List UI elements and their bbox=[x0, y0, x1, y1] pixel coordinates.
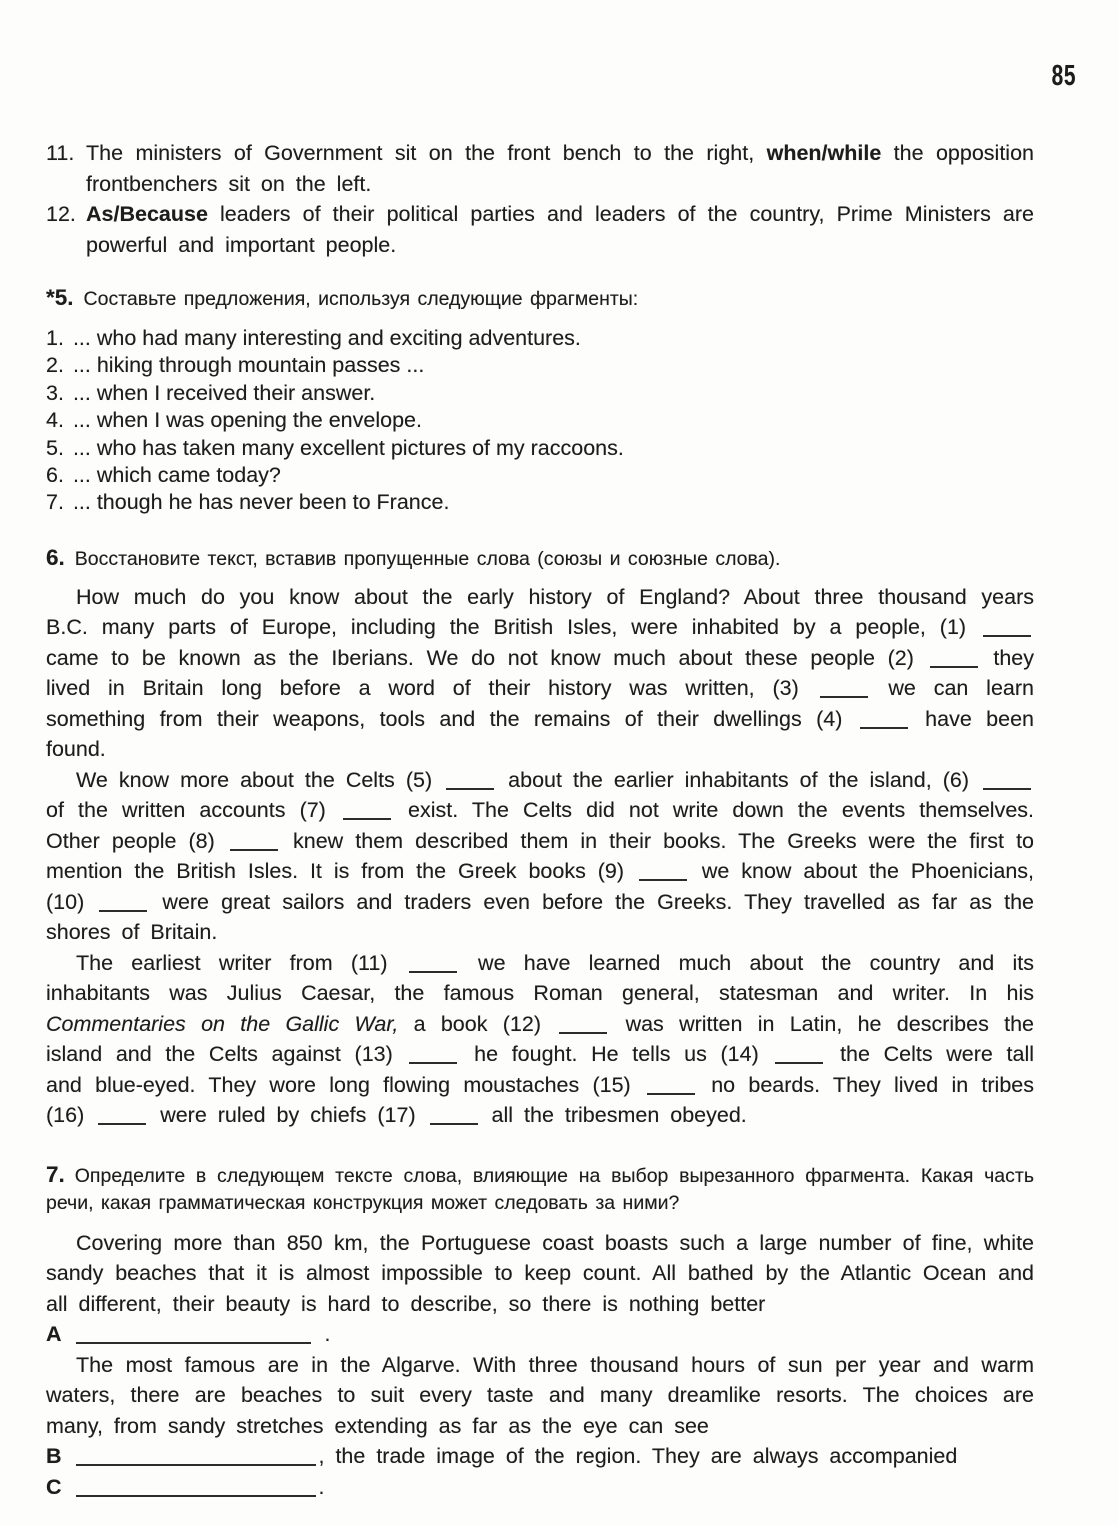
item-number: 12. bbox=[46, 202, 76, 226]
bold-text-run: when/while bbox=[766, 141, 882, 165]
exercise-6-number: 6. bbox=[46, 544, 65, 570]
exercise-7-paragraph-1 bbox=[46, 1228, 1034, 1350]
blank-line bbox=[930, 662, 978, 668]
fragment-item-3 bbox=[46, 380, 1034, 407]
exercise4-remaining-items bbox=[46, 138, 1034, 260]
text-run: we can learn something from their weapons, tools and the remains of their dwellings (4) bbox=[46, 676, 1034, 731]
exercise-5-number: *5. bbox=[46, 285, 74, 310]
exercise-6-paragraph-1 bbox=[46, 582, 1034, 765]
exercise-6-instruction: Восстановите текст, вставив пропущенные слова (союзы и союзные слова). bbox=[74, 547, 781, 570]
exercise-7-instruction: Определите в следующем тексте слова, влияющие на выбор вырезанного фрагмента. Какая часть речи, какая грамматическая конструкция может следовать за ними? bbox=[46, 1164, 1034, 1214]
blank-line bbox=[983, 784, 1031, 790]
text-run: We know more about the Celts (5) bbox=[76, 767, 444, 792]
list-item-11 bbox=[46, 138, 1034, 199]
text-run: the opposition frontbenchers sit on the left. bbox=[86, 141, 1034, 196]
fragment-number: 4. bbox=[46, 408, 64, 433]
blank-line bbox=[430, 1119, 478, 1125]
fragment-text: ... when I received their answer. bbox=[72, 380, 376, 405]
text-run: he fought. He tells us (14) bbox=[460, 1042, 773, 1067]
text-run: we have learned much about the country and its inhabitants was Julius Caesar, the famous Roman general, statesman and writer. In his bbox=[46, 950, 1034, 1006]
fragment-item-1 bbox=[46, 325, 1034, 352]
text-run: they lived in Britain long before a word of their history was written, (3) bbox=[46, 645, 1034, 701]
text-run: were ruled by chiefs (17) bbox=[149, 1103, 427, 1128]
blank-line bbox=[446, 784, 494, 790]
exercise-7-paragraph-2 bbox=[46, 1350, 1034, 1503]
blank-line bbox=[647, 1089, 695, 1095]
text-run: came to be known as the Iberians. We do not know much about these people (2) bbox=[46, 645, 927, 670]
fragment-number: 5. bbox=[46, 435, 64, 460]
fragment-item-7 bbox=[46, 489, 1034, 516]
text-run bbox=[62, 1322, 73, 1346]
bold-text-run: B bbox=[46, 1444, 62, 1469]
exercise-5-instruction: Составьте предложения, используя следующие фрагменты: bbox=[83, 288, 639, 310]
fragment-number: 6. bbox=[46, 463, 64, 488]
text-run: The ministers of Government sit on the front bench to the right, bbox=[86, 141, 767, 165]
fragment-number: 2. bbox=[46, 353, 64, 378]
text-run: , the trade image of the region. They are always accompanied bbox=[318, 1444, 958, 1469]
exercise-6-header bbox=[46, 544, 1034, 573]
text-run: How much do you know about the early history of England? About three thousand years B.C. many parts of Europe, including the British Isles, were inhabited by a people, (1) bbox=[46, 584, 1034, 640]
fragment-item-6 bbox=[46, 462, 1034, 489]
fragment-text: ... though he has never been to France. bbox=[72, 490, 450, 515]
blank-line bbox=[98, 1119, 146, 1125]
blank-line bbox=[76, 1491, 316, 1497]
text-run: The most famous are in the Algarve. With three thousand hours of sun per year and warm waters, there are beaches to suit every taste and many dreamlike resorts. The choices are many, from sandy stretches extending as far as the eye can see bbox=[46, 1352, 1034, 1438]
text-run: knew them described them in their books. The Greeks were the first to mention the British Isles. It is from the Greek books (9) bbox=[46, 828, 1035, 884]
text-run: no beards. They lived in tribes (16) bbox=[46, 1072, 1034, 1128]
fragment-number: 1. bbox=[46, 326, 64, 350]
fragment-text: ... when I was opening the envelope. bbox=[72, 408, 422, 433]
text-run: . bbox=[313, 1322, 331, 1347]
exercise-7-header bbox=[46, 1161, 1034, 1217]
exercise-7-number: 7. bbox=[46, 1161, 65, 1187]
text-run: leaders of their political parties and leaders of the country, Prime Ministers are powerful and important people. bbox=[86, 202, 1034, 257]
blank-line bbox=[639, 875, 687, 881]
item-text bbox=[86, 138, 1034, 199]
list-item-12 bbox=[46, 199, 1034, 260]
bold-text-run: C bbox=[46, 1474, 62, 1499]
fragment-number: 7. bbox=[46, 490, 64, 515]
fragment-number: 3. bbox=[46, 380, 64, 405]
fragment-item-4 bbox=[46, 407, 1034, 434]
text-run: The earliest writer from (11) bbox=[76, 950, 406, 975]
text-run: a book (12) bbox=[398, 1011, 557, 1036]
fragment-text: ... hiking through mountain passes ... bbox=[72, 353, 425, 378]
blank-line bbox=[559, 1028, 607, 1034]
text-run: all the tribesmen obeyed. bbox=[480, 1103, 747, 1128]
blank-line bbox=[820, 692, 868, 698]
page-content bbox=[46, 138, 1034, 1502]
item-text bbox=[86, 199, 1034, 260]
blank-line bbox=[409, 1058, 457, 1064]
fragment-item-2 bbox=[46, 352, 1034, 379]
text-run: we know about the Phoenicians, (10) bbox=[46, 859, 1034, 914]
fragment-text: ... who has taken many excellent pictures of my raccoons. bbox=[72, 435, 624, 460]
text-run: of the written accounts (7) bbox=[46, 798, 340, 823]
blank-line bbox=[409, 967, 457, 973]
fragment-item-5 bbox=[46, 435, 1034, 462]
bold-text-run: A bbox=[46, 1322, 62, 1347]
text-run: have been found. bbox=[46, 706, 1034, 762]
exercise-6-paragraph-3 bbox=[46, 948, 1034, 1131]
text-run: . bbox=[318, 1474, 325, 1499]
exercise-6-paragraph-2 bbox=[46, 765, 1034, 948]
blank-line bbox=[860, 723, 908, 729]
blank-line bbox=[983, 631, 1031, 637]
blank-line bbox=[99, 906, 147, 912]
blank-line bbox=[76, 1338, 311, 1344]
text-run: were great sailors and traders even before the Greeks. They travelled as far as the shores of Britain. bbox=[46, 889, 1034, 945]
text-run: the Celts were tall and blue-eyed. They wore long flowing moustaches (15) bbox=[46, 1042, 1035, 1097]
fragment-text: ... who had many interesting and exciting adventures. bbox=[72, 326, 581, 350]
text-run: exist. The Celts did not write down the events themselves. Other people (8) bbox=[46, 798, 1034, 853]
blank-line bbox=[76, 1460, 316, 1466]
exercise-5-header bbox=[46, 284, 1034, 313]
blank-line bbox=[230, 845, 278, 851]
item-number: 11. bbox=[46, 141, 75, 165]
text-run bbox=[62, 1475, 73, 1499]
page-number: 85 bbox=[1051, 60, 1076, 92]
text-run: about the earlier inhabitants of the island, (6) bbox=[497, 767, 980, 792]
fragment-text: ... which came today? bbox=[72, 463, 281, 488]
text-run bbox=[62, 1444, 73, 1468]
text-run: Covering more than 850 km, the Portuguese coast boasts such a large number of fine, white sandy beaches that it is almost impossible to keep count. All bathed by the Atlantic Ocean and all different, their beauty is hard to describe, so there is nothing better bbox=[46, 1230, 1034, 1316]
bold-text-run: As/Because bbox=[86, 202, 208, 226]
text-run: was written in Latin, he describes the island and the Celts against (13) bbox=[46, 1011, 1034, 1067]
blank-line bbox=[343, 814, 391, 820]
blank-line bbox=[775, 1058, 823, 1064]
fragment-list bbox=[46, 325, 1034, 517]
italic-text-run: Commentaries on the Gallic War, bbox=[46, 1011, 399, 1036]
